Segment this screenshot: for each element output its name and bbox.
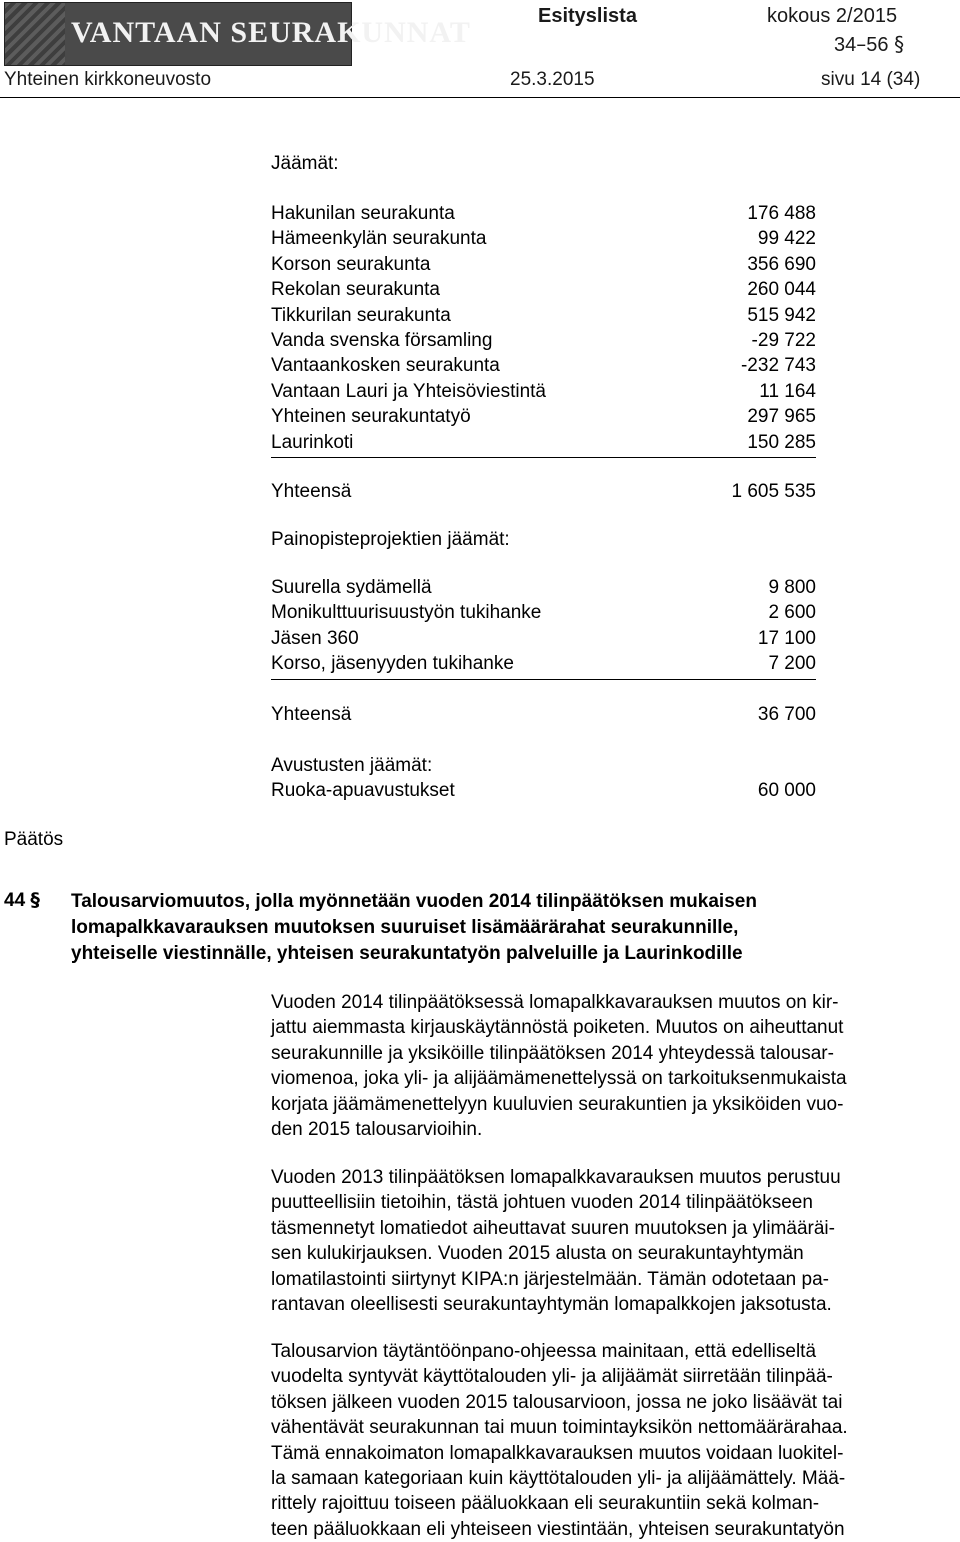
paragraph-line: töksen jälkeen vuoden 2015 talousarvioon, jossa ne joko lisäävät tai [271, 1391, 843, 1413]
row-amount: 2 600 [768, 602, 816, 624]
remainders-total [271, 481, 816, 506]
paragraph-line: täsmennetyt lomatiedot aiheuttavat suuren muutoksen ja ylimääräi- [271, 1217, 835, 1239]
priority-title: Painopisteprojektien jäämät: [271, 529, 510, 550]
table-row [271, 305, 816, 330]
row-name: Hakunilan seurakunta [271, 203, 455, 224]
paragraph-line: vähentävät seurakunnan tai muun toimintayksikön nettomäärärahaa. [271, 1417, 848, 1439]
document-title: Esityslista [538, 5, 637, 27]
row-amount: 356 690 [747, 253, 816, 275]
row-amount: 17 100 [757, 627, 816, 649]
row-name: Korson seurakunta [271, 253, 431, 275]
total-row [271, 481, 816, 506]
row-amount: 150 285 [747, 431, 816, 453]
paragraph-line: la samaan kategoriaan kuin käyttötalouden yli- ja alijäämättely. Mää- [271, 1468, 846, 1490]
meeting-date: 25.3.2015 [510, 69, 595, 90]
row-name: Rekolan seurakunta [271, 279, 440, 301]
table-row [271, 330, 816, 355]
row-name: Yhteinen seurakuntatyö [271, 406, 471, 428]
paragraph-line: den 2015 talousarvioihin. [271, 1119, 483, 1141]
remainders-title: Jäämät: [271, 153, 339, 174]
row-amount: -232 743 [740, 355, 816, 377]
row-name: Korso, jäsenyyden tukihanke [271, 653, 514, 675]
item-number [4, 889, 40, 912]
body-paragraph [271, 990, 956, 1142]
table-row [271, 780, 816, 805]
table-row [271, 432, 816, 458]
paragraph-line: Tämä ennakoimaton lomapalkkavarauksen muutos voidaan luokitel- [271, 1442, 844, 1464]
meeting-label: kokous 2/2015 [767, 5, 898, 27]
row-amount: 515 942 [747, 304, 816, 326]
paragraph-line: lomatilastointi siirtynyt KIPA:n järjestelmään. Tämän odotetaan pa- [271, 1268, 829, 1290]
paragraph-line: vuodelta syntyvät käyttötalouden yli- ja alijäämät siirretään tilinpää- [271, 1366, 833, 1388]
row-name: Vantaan Lauri ja Yhteisöviestintä [271, 380, 546, 402]
section-sign-icon: § [30, 889, 40, 911]
header-divider [0, 97, 960, 98]
item-title-line: Talousarviomuutos, jolla myönnetään vuoden 2014 tilinpäätöksen mukaisen [71, 891, 757, 912]
paragraph-line: jattu aiemmasta kirjauskäytännöstä poiketen. Muutos on aiheuttanut [271, 1017, 844, 1039]
row-amount: 176 488 [747, 203, 816, 224]
row-amount: 11 164 [759, 380, 816, 402]
item-title-line: lomapalkkavarauksen muutoksen suuruiset lisämäärärahat seurakunnille, [71, 917, 739, 938]
row-name: Suurella sydämellä [271, 577, 432, 598]
table-row [271, 355, 816, 380]
table-row [271, 228, 816, 253]
row-name: Laurinkoti [271, 431, 354, 453]
paragraph-line: teen pääluokkaan eli yhteiseen viestintään, yhteisen seurakuntatyön [271, 1518, 845, 1540]
row-amount: 60 000 [757, 780, 816, 801]
row-name: Jäsen 360 [271, 627, 359, 649]
table-row [271, 203, 816, 228]
total-amount: 36 700 [757, 704, 816, 725]
dash: – [856, 32, 867, 56]
grants-table [271, 780, 816, 805]
row-name: Monikulttuurisuustyön tukihanke [271, 602, 542, 624]
row-name: Ruoka-apuavustukset [271, 780, 455, 801]
page-number: sivu 14 (34) [821, 69, 921, 90]
row-name: Tikkurilan seurakunta [271, 304, 451, 326]
item-number-value: 44 [4, 890, 26, 911]
paragraph-line: korjata jäämämenettelyyn kuuluvien seurakuntien ja yksiköiden vuo- [271, 1093, 844, 1115]
case-number-second: 56 [866, 34, 889, 56]
row-amount: 9 800 [768, 577, 816, 598]
logo-emblem [5, 3, 65, 65]
organization-name: Yhteinen kirkkoneuvosto [4, 69, 212, 90]
table-row [271, 254, 816, 279]
table-row [271, 279, 816, 304]
row-amount: 7 200 [768, 653, 816, 675]
row-amount: 260 044 [747, 279, 816, 301]
body-paragraph [271, 1165, 956, 1317]
paragraph-line: Vuoden 2013 tilinpäätöksen lomapalkkavarauksen muutos perustuu [271, 1167, 841, 1188]
logo-text: VANTAAN SEURAKUNNAT [71, 16, 471, 49]
table-row [271, 628, 816, 653]
case-number [834, 32, 904, 57]
total-amount: 1 605 535 [731, 481, 816, 502]
paragraph-line: Vuoden 2014 tilinpäätöksessä lomapalkkavarauksen muutos on kir- [271, 992, 839, 1013]
row-amount: -29 722 [751, 329, 816, 351]
total-row [271, 704, 816, 729]
paragraph-line: rittely rajoittuu toiseen pääluokkaan eli seurakuntiin sekä kolman- [271, 1493, 820, 1515]
paragraph-line: sen kulukirjauksen. Vuoden 2015 alusta on seurakuntayhtymän [271, 1243, 804, 1265]
priority-table [271, 577, 816, 680]
body-paragraph [271, 1339, 956, 1542]
total-label: Yhteensä [271, 704, 352, 725]
paragraph-line: Talousarvion täytäntöönpano-ohjeessa mainitaan, että edelliseltä [271, 1341, 817, 1362]
row-name: Vantaankosken seurakunta [271, 355, 500, 377]
table-row [271, 602, 816, 627]
case-number-first: 34 [834, 34, 857, 56]
organization-logo [4, 2, 471, 66]
item-title-line: yhteiselle viestinnälle, yhteisen seurakuntatyön palveluille ja Laurinkodille [71, 943, 743, 964]
paragraph-line: seurakunnille ja yksiköille tilinpäätöksen 2014 yhteydessä talousar- [271, 1042, 834, 1064]
row-amount: 297 965 [747, 406, 816, 428]
row-name: Vanda svenska församling [271, 329, 493, 351]
total-label: Yhteensä [271, 481, 352, 502]
table-row [271, 577, 816, 602]
priority-total [271, 704, 816, 729]
paragraph-line: viomenoa, joka yli- ja alijäämämenettelyssä on tarkoituksenmukaista [271, 1068, 847, 1090]
row-amount: 99 422 [757, 228, 816, 250]
section-sign-icon: § [894, 32, 905, 56]
row-name: Hämeenkylän seurakunta [271, 228, 487, 250]
item-title [71, 889, 951, 967]
paragraph-line: puutteellisiin tietoihin, tästä johtuen vuoden 2014 tilinpäätökseen [271, 1192, 813, 1214]
table-row [271, 381, 816, 406]
table-row [271, 406, 816, 431]
remainders-table [271, 203, 816, 458]
grants-title: Avustusten jäämät: [271, 755, 433, 776]
decision-label: Päätös [4, 829, 64, 850]
paragraph-line: rantavan oleellisesti seurakuntayhtymän lomapalkkojen jaksotusta. [271, 1294, 832, 1316]
table-row [271, 653, 816, 679]
